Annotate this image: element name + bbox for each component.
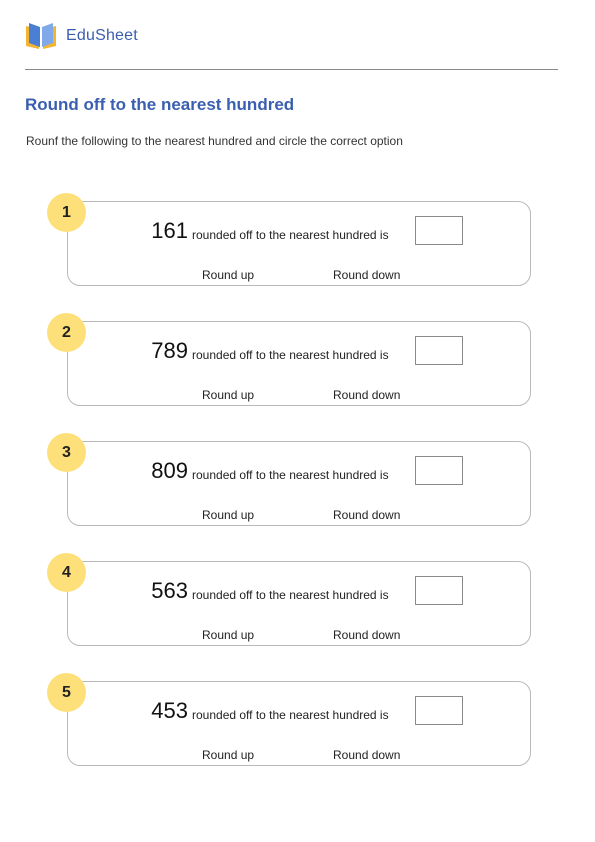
round-down-option[interactable]: Round down <box>333 748 401 762</box>
question-phrase: rounded off to the nearest hundred is <box>192 228 389 242</box>
round-up-option[interactable]: Round up <box>202 628 255 642</box>
round-up-option[interactable]: Round up <box>202 388 255 402</box>
worksheet-instruction: Rounf the following to the nearest hundred and circle the correct option <box>26 134 403 148</box>
round-down-option[interactable]: Round down <box>333 628 401 642</box>
round-up-option[interactable]: Round up <box>202 268 255 282</box>
round-down-option[interactable]: Round down <box>333 388 401 402</box>
question-value: 453 <box>151 698 188 723</box>
question-phrase: rounded off to the nearest hundred is <box>192 588 389 602</box>
answer-box[interactable] <box>415 216 463 245</box>
round-up-option[interactable]: Round up <box>202 508 255 522</box>
question-value: 809 <box>151 458 188 483</box>
question-phrase: rounded off to the nearest hundred is <box>192 348 389 362</box>
question-number-badge: 1 <box>47 193 86 232</box>
worksheet-title: Round off to the nearest hundred <box>25 95 295 114</box>
round-down-option[interactable]: Round down <box>333 508 401 522</box>
brand-name: EduSheet <box>66 27 138 44</box>
answer-box[interactable] <box>415 576 463 605</box>
round-up-option[interactable]: Round up <box>202 748 255 762</box>
answer-box[interactable] <box>415 336 463 365</box>
question-item <box>47 673 534 761</box>
question-number-badge: 5 <box>47 673 86 712</box>
question-number-badge: 4 <box>47 553 86 592</box>
answer-box[interactable] <box>415 456 463 485</box>
round-down-option[interactable]: Round down <box>333 268 401 282</box>
question-phrase: rounded off to the nearest hundred is <box>192 468 389 482</box>
question-item <box>47 313 534 401</box>
question-item <box>47 433 534 521</box>
question-item <box>47 553 534 641</box>
question-item <box>47 193 534 281</box>
question-phrase: rounded off to the nearest hundred is <box>192 708 389 722</box>
question-value: 789 <box>151 338 188 363</box>
brand-logo <box>25 20 138 52</box>
open-book-icon <box>25 21 57 51</box>
question-number-badge: 3 <box>47 433 86 472</box>
header-divider <box>25 69 558 70</box>
question-number-badge: 2 <box>47 313 86 352</box>
question-value: 161 <box>151 218 188 243</box>
question-value: 563 <box>151 578 188 603</box>
answer-box[interactable] <box>415 696 463 725</box>
